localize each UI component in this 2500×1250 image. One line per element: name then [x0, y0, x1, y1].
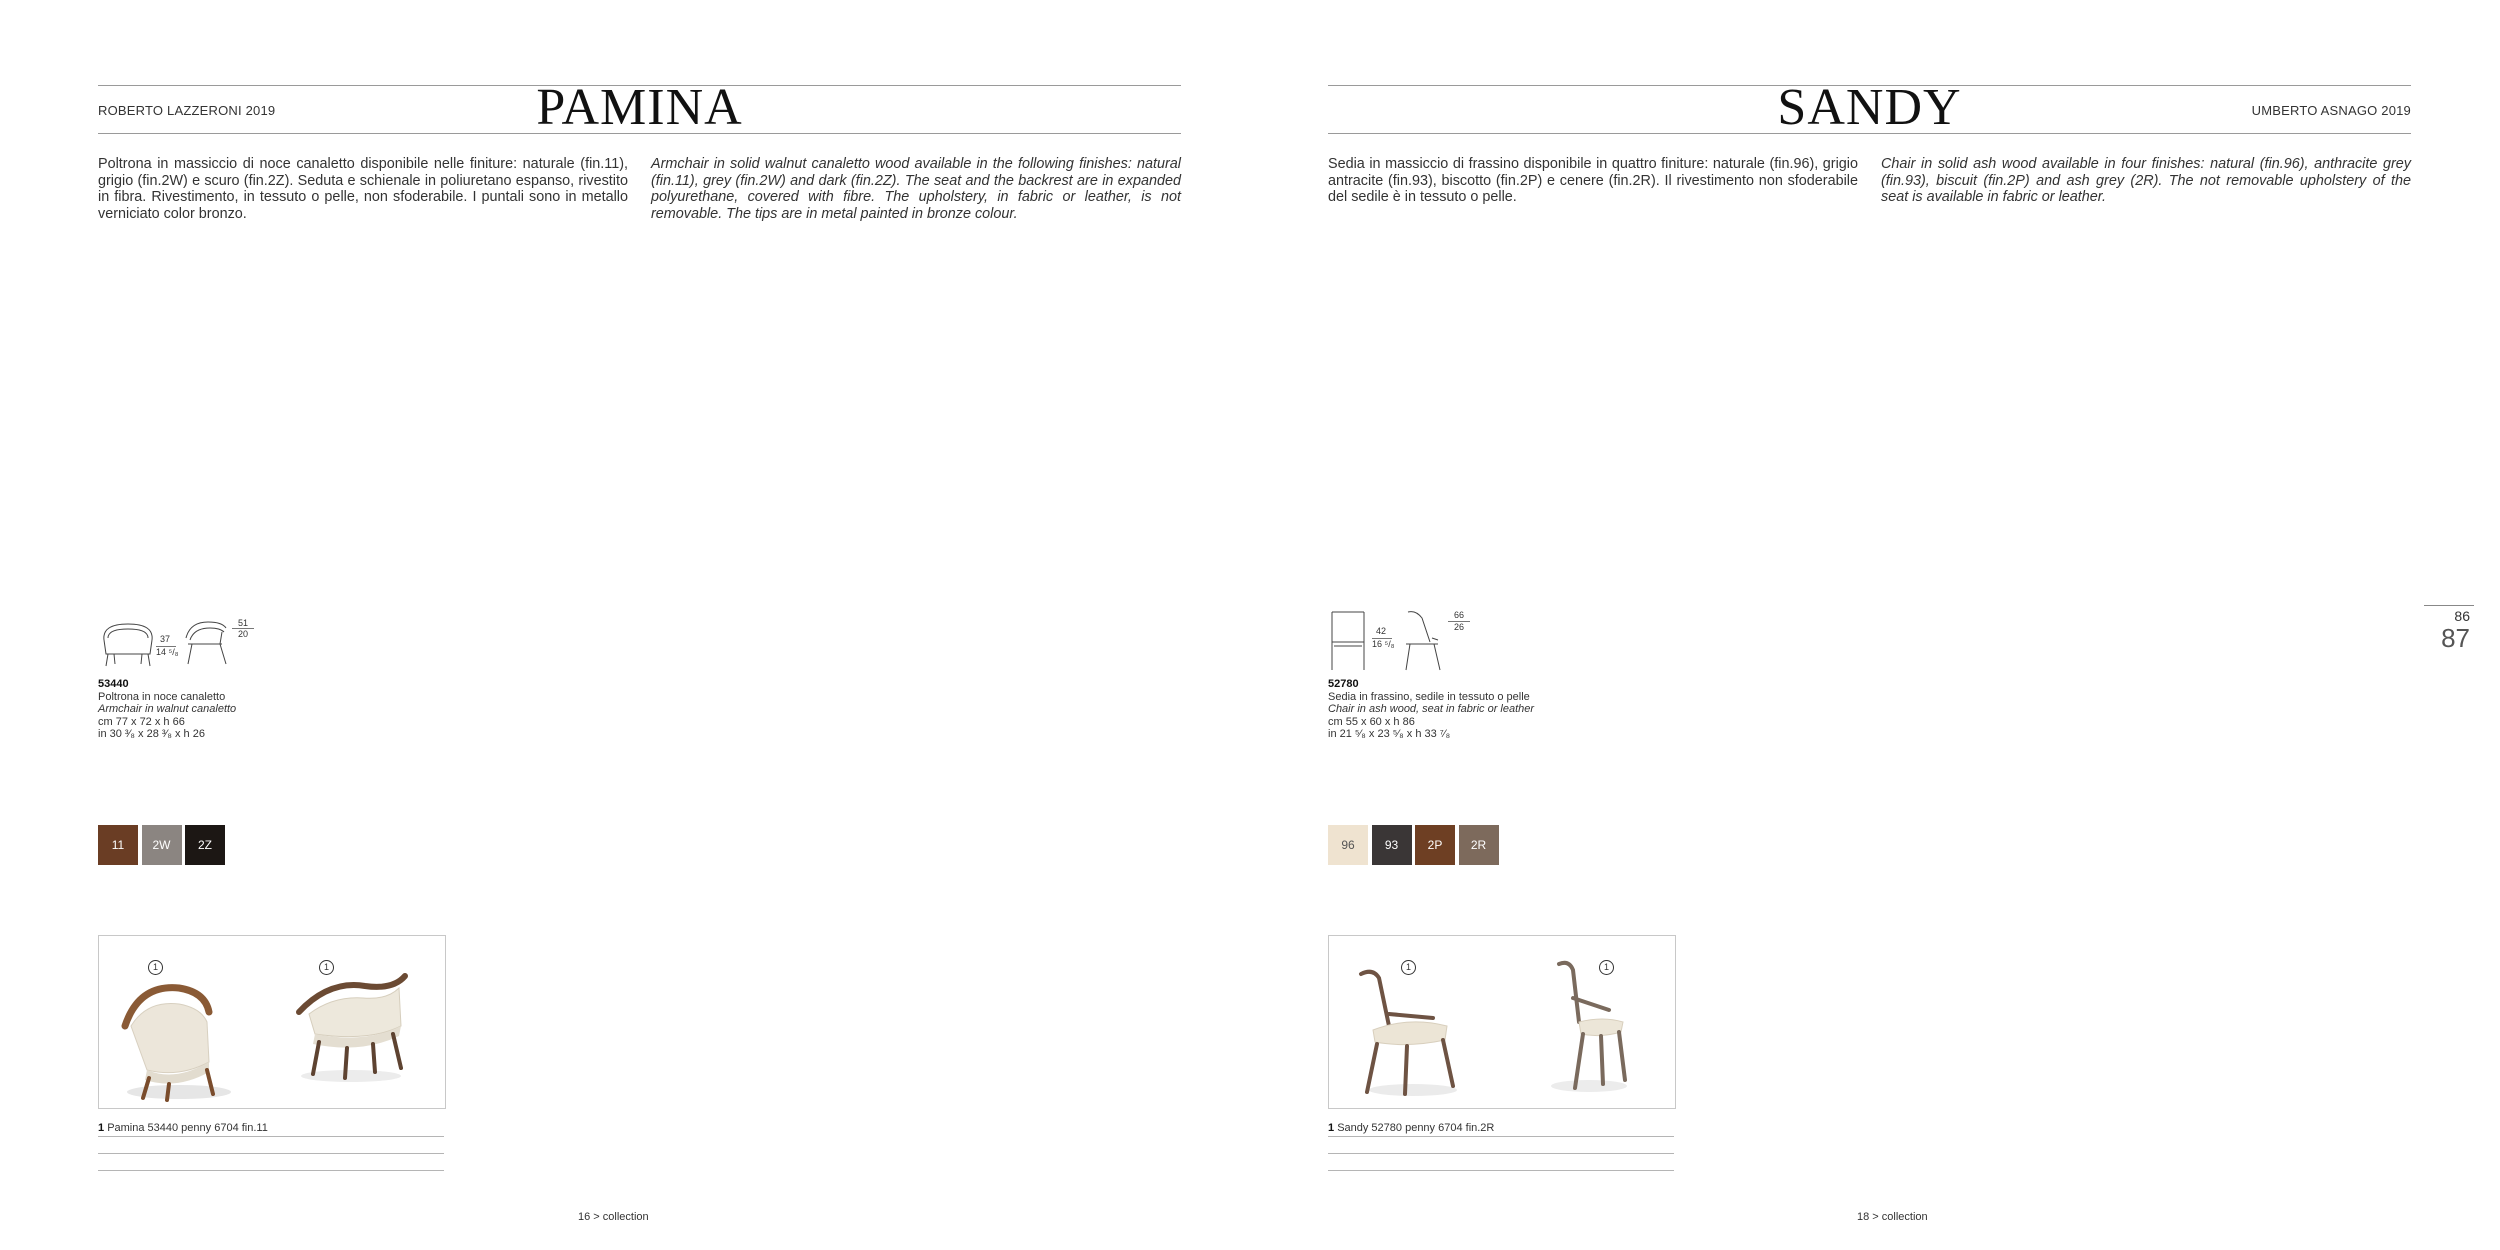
finish-swatch[interactable]: 2P	[1415, 825, 1455, 865]
armchair-photo-1	[109, 966, 239, 1106]
photo-badge: 1	[319, 960, 334, 975]
caption-rule	[1328, 1136, 1674, 1137]
photo-caption	[1328, 1122, 1494, 1134]
product-photo-box	[1328, 935, 1676, 1109]
page-number-left: 86	[2454, 608, 2470, 624]
dimension-d: 20	[238, 629, 249, 639]
caption-rule	[1328, 1153, 1674, 1154]
finish-swatch[interactable]: 96	[1328, 825, 1368, 865]
caption-rule	[98, 1153, 444, 1154]
caption-text: Sandy 52780 penny 6704 fin.2R	[1337, 1122, 1495, 1134]
dimension-a: 42	[1376, 626, 1387, 636]
product-name-english: Armchair in walnut canaletto	[98, 703, 237, 715]
chair-side-drawing	[1402, 608, 1446, 672]
description-english: Chair in solid ash wood available in four finishes: natural (fin.96), anthracite grey (fin.93), biscuit (fin.2P) and ash grey (2R). The not removable upholstery of the seat is available in fabric or leather.	[1881, 156, 2411, 206]
product-title: SANDY	[1777, 79, 1962, 136]
product-name-english: Chair in ash wood, seat in fabric or leather	[1328, 703, 1535, 715]
dimension-a: 37	[160, 634, 171, 644]
finish-swatch[interactable]: 2R	[1459, 825, 1499, 865]
description-italian: Sedia in massiccio di frassino disponibile in quattro finiture: naturale (fin.96), grigio antracite (fin.93), biscotto (fin.2P) e cenere (fin.2R). Il rivestimento non sfoderabile del sedile è in tessuto o pelle.	[1328, 156, 1858, 206]
right-page	[1328, 0, 2411, 1250]
caption-number: 1	[1328, 1122, 1335, 1134]
product-dims-in: in 21 ⁵⁄₈ x 23 ⁵⁄₈ x h 33 ⁷⁄₈	[1328, 728, 1451, 740]
caption-rule	[1328, 1170, 1674, 1171]
page-number-rule	[2424, 605, 2474, 606]
finish-swatch[interactable]: 11	[98, 825, 138, 865]
caption-rule	[98, 1136, 444, 1137]
product-name-italian: Poltrona in noce canaletto	[98, 690, 226, 703]
product-dims-cm: cm 77 x 72 x h 66	[98, 715, 185, 728]
chair-photo-1	[1349, 954, 1469, 1104]
product-dims-cm: cm 55 x 60 x h 86	[1328, 715, 1415, 728]
finish-swatch[interactable]: 2W	[142, 825, 182, 865]
finish-swatch[interactable]: 93	[1372, 825, 1412, 865]
dimension-c: 66	[1454, 610, 1465, 620]
product-name-italian: Sedia in frassino, sedile in tessuto o pelle	[1328, 690, 1530, 703]
armchair-photo-2	[289, 956, 419, 1096]
finish-swatch[interactable]: 2Z	[185, 825, 225, 865]
dimension-b: 14 ⁵/₈	[156, 647, 179, 657]
page-number-right: 87	[2441, 623, 2470, 653]
finish-swatches	[98, 825, 229, 865]
caption-rule	[98, 1170, 444, 1171]
finish-swatches	[1328, 825, 1502, 865]
chair-photo-2	[1529, 952, 1639, 1102]
designer-name: ROBERTO LAZZERONI 2019	[98, 103, 276, 118]
photo-badge: 1	[148, 960, 163, 975]
chair-front-drawing	[1328, 608, 1368, 672]
photo-badge: 1	[1599, 960, 1614, 975]
technical-drawings	[98, 616, 298, 672]
product-code: 52780	[1328, 678, 1359, 690]
left-page	[98, 0, 1181, 1250]
product-info	[98, 678, 236, 741]
armchair-front-drawing	[98, 620, 158, 670]
page-footer: 18 > collection	[1857, 1211, 1928, 1223]
product-code: 53440	[98, 678, 129, 690]
caption-text: Pamina 53440 penny 6704 fin.11	[107, 1122, 268, 1134]
caption-number: 1	[98, 1122, 105, 1134]
product-info	[1328, 678, 1534, 741]
product-photo-box	[98, 935, 446, 1109]
designer-name: UMBERTO ASNAGO 2019	[2251, 103, 2411, 118]
description-english: Armchair in solid walnut canaletto wood available in the following finishes: natural (fin.11), grey (fin.2W) and dark (fin.2Z). The seat and the backrest are in expanded polyurethane, covered with fibre. The upholstery, in fabric or leather, is not removable. The tips are in metal painted in bronze colour.	[651, 156, 1181, 222]
product-title: PAMINA	[536, 79, 743, 136]
dimension-b: 16 ⁵/₈	[1372, 639, 1395, 649]
armchair-side-drawing	[182, 618, 232, 668]
technical-drawings	[1328, 610, 1528, 672]
description-italian: Poltrona in massiccio di noce canaletto disponibile nelle finiture: naturale (fin.11), grigio (fin.2W) e scuro (fin.2Z). Seduta e schienale in poliuretano espanso, rivestito in fibra. Rivestimento, in tessuto o pelle, non sfoderabile. I puntali sono in metallo verniciato color bronzo.	[98, 156, 628, 222]
dimension-d: 26	[1454, 622, 1465, 632]
product-dims-in: in 30 ³⁄₈ x 28 ³⁄₈ x h 26	[98, 728, 205, 740]
photo-caption	[98, 1122, 268, 1134]
photo-badge: 1	[1401, 960, 1416, 975]
dimension-c: 51	[238, 618, 249, 628]
page-footer: 16 > collection	[578, 1211, 649, 1223]
